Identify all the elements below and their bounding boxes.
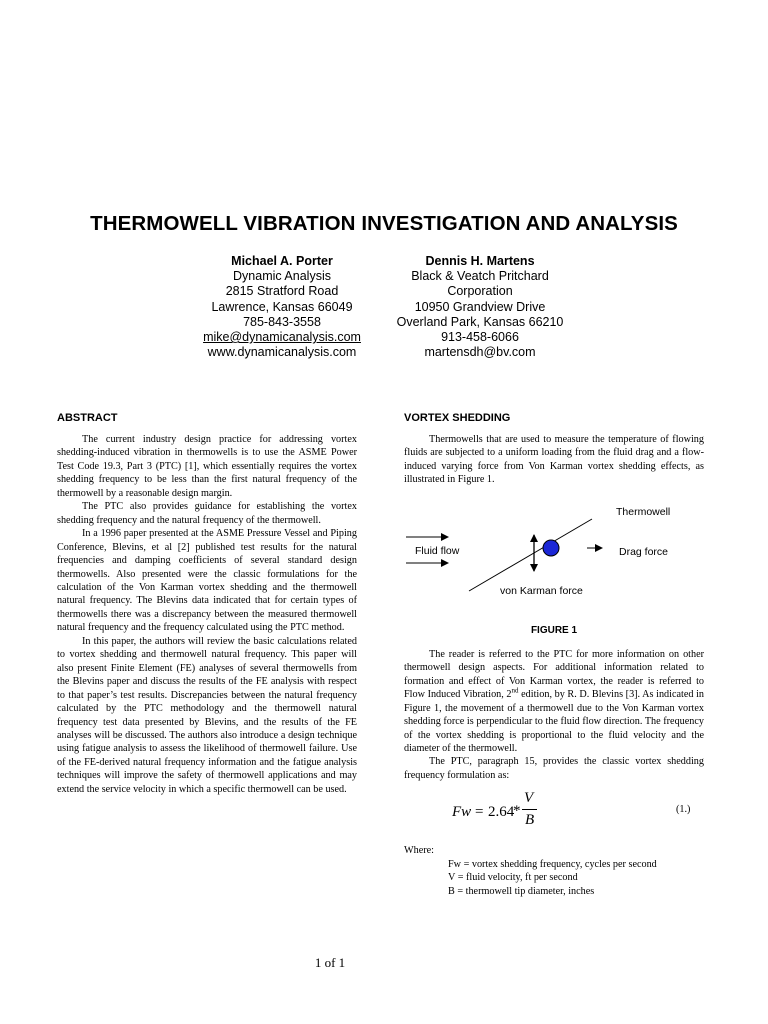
abstract-paragraph: The current industry design practice for addressing vortex shedding-induced vibration in thermowells is to use the ASME Power Test Code 19.3, Part 3 (PTC) [1], which essentially requires the vortex shedding frequency to be less than the first natural frequency of the thermowell by a reasonable design margin.: [57, 434, 357, 499]
vortex-paragraph-3: The PTC, paragraph 15, provides the classic vortex shedding frequency formulation as:: [404, 756, 704, 781]
equation-lhs: Fw: [452, 804, 472, 821]
author-affiliation: Dynamic Analysis: [233, 269, 331, 284]
abstract-paragraph: In a 1996 paper presented at the ASME Pressure Vessel and Piping Conference, Blevins, et al [2] published test results for the natural frequencies and damping coefficients of several standard design thermowells. Also presented were the classic formulations for the calculation of the Von Karman vortex shedding and the thermowell natural frequency. The Blevins data indicated that for certain types of thermowells there was a discrepancy between the measured thermowell natural frequency and the frequency calculated using the PTC method.: [57, 528, 357, 634]
author-address-street: 10950 Grandview Drive: [414, 299, 546, 314]
vortex-paragraph-2-text: The reader is referred to the PTC for more information on other thermowell design aspects. For additional information related to formation and effect of Von Karman vortex, the reader is referred to Flow Induced Vibration, 2: [404, 648, 704, 701]
author-affiliation-cont: Corporation: [447, 284, 513, 299]
vortex-shedding-column: [404, 412, 704, 898]
equation-multiply: *: [513, 803, 521, 820]
drag-force-label: Drag force: [619, 545, 669, 558]
author-phone: 913-458-6066: [441, 330, 519, 345]
vortex-paragraph-2: [404, 648, 704, 756]
equation-coefficient: 2.64: [488, 804, 515, 821]
ordinal-superscript: nd: [511, 686, 519, 695]
author-address-city: Overland Park, Kansas 66210: [396, 314, 564, 329]
definition-fw: Fw = vortex shedding frequency, cycles per second: [448, 858, 657, 870]
page-number: 1 of 1: [314, 955, 346, 970]
vortex-intro-paragraph: Thermowells that are used to measure the temperature of flowing fluids are subjected to a uniform loading from the fluid drag and a flow-induced varying force from Von Karman vortex shedding effects, as illustrated in Figure 1.: [404, 434, 704, 486]
vortex-shedding-heading: VORTEX SHEDDING: [404, 412, 511, 424]
author-phone: 785-843-3558: [243, 314, 321, 329]
author-email: martensdh@bv.com: [424, 345, 536, 360]
von-karman-force-label: von Karman force: [500, 584, 583, 597]
thermowell-label: Thermowell: [616, 505, 671, 518]
figure-1-drawing: [404, 507, 704, 619]
equation-number: (1.): [676, 804, 691, 816]
definition-v: V = fluid velocity, ft per second: [448, 872, 578, 884]
equation-fraction-bar: [522, 809, 537, 810]
figure-1-diagram: [404, 507, 704, 619]
author-address-city: Lawrence, Kansas 66049: [211, 299, 353, 314]
equation-1: [404, 792, 704, 838]
thermowell-tip-circle: [543, 540, 559, 556]
paper-title: THERMOWELL VIBRATION INVESTIGATION AND ANALYSIS: [90, 212, 678, 235]
thermowell-stem-line: [469, 519, 592, 591]
fluid-flow-label: Fluid flow: [415, 544, 460, 557]
equation-equals: =: [475, 804, 484, 821]
author-website: www.dynamicanalysis.com: [207, 345, 357, 360]
abstract-heading: ABSTRACT: [57, 412, 118, 424]
abstract-column: [57, 412, 357, 796]
abstract-paragraph: The PTC also provides guidance for establishing the vortex shedding frequency and the natural frequency of the thermowell.: [57, 501, 357, 526]
author-block-martens: [360, 254, 600, 360]
author-email-link[interactable]: mike@dynamicanalysis.com: [203, 330, 361, 345]
author-affiliation: Black & Veatch Pritchard: [411, 269, 549, 284]
author-name: Michael A. Porter: [231, 254, 333, 268]
definition-b: B = thermowell tip diameter, inches: [448, 885, 595, 897]
abstract-paragraph: In this paper, the authors will review the basic calculations related to vortex shedding and thermowell natural frequency. This paper will also present Finite Element (FE) analyses of several thermowells from the Blevins paper and discuss the results of the FE analysis with respect to that paper’s test results. Discrepancies between the natural frequency calculated by the PTC methodology and the thermowell natural frequency test data presented by Blevins, and the results of the FE analyses will be discussed. The authors also introduce a design technique using fatigue analysis to assess the likelihood of thermowell failure. Use of the FE-derived natural frequency information and the fatigue analysis techniques will improve the safety of thermowell applications and may extend the service velocity in which a specific thermowell can be used.: [57, 635, 357, 795]
vortex-paragraph-2-text-cont: edition, by R. D. Blevins [3]. As indicated in Figure 1, the movement of a thermowell due to the Von Karman vortex shedding force is perpendicular to the fluid flow direction. The frequency of the vortex shedding is proportional to the fluid velocity and the diameter of the thermowell.: [404, 689, 704, 754]
author-address-street: 2815 Stratford Road: [225, 284, 339, 299]
equation-denominator: B: [525, 812, 535, 829]
author-name: Dennis H. Martens: [425, 254, 535, 268]
figure-1-caption: FIGURE 1: [530, 624, 578, 636]
equation-numerator: V: [524, 790, 534, 807]
where-label: Where:: [404, 845, 434, 857]
